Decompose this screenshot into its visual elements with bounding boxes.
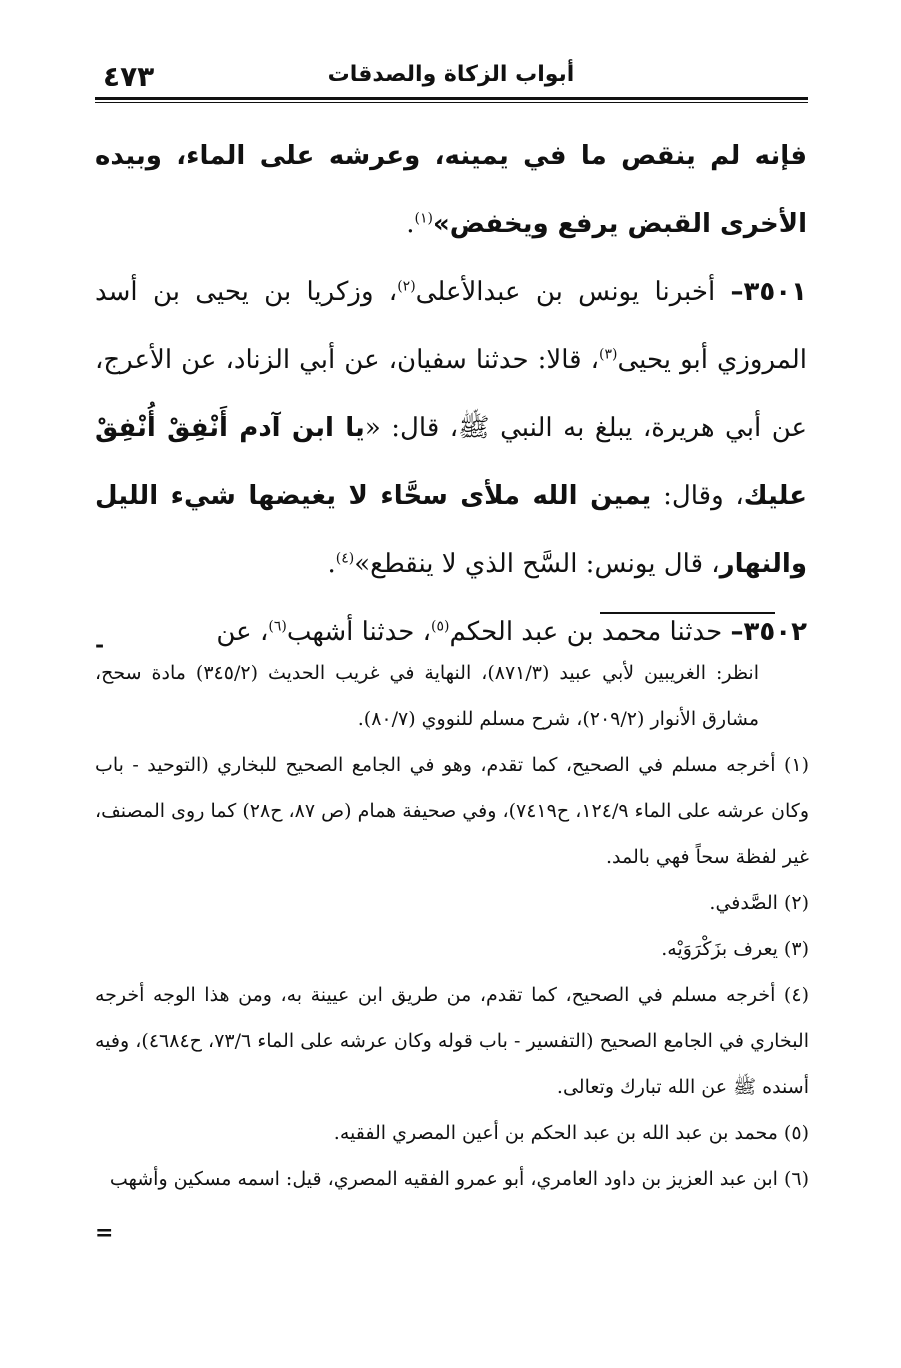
hadith-text: يا ابن آدم أَنْفِقْ أُنْفِقْ عليك [95, 413, 807, 511]
footnote-6: (٦) ابن عبد العزيز بن داود العامري، أبو عمرو الفقيه المصري، قيل: اسمه مسكين وأشهب [109, 1168, 809, 1190]
header-rule-thick [95, 97, 808, 100]
paragraph-continuation [95, 122, 807, 258]
page-number: ٤٧٣ [103, 60, 155, 93]
footnote-ref: (٥) [430, 618, 450, 635]
hadith-text: يمين الله ملأى سحَّاء لا يغيضها شيء الليل والنهار [95, 481, 807, 579]
continuation-dash: - [95, 632, 105, 658]
footnote-ref: (٦) [268, 618, 287, 635]
hadith-number: ٣٥٠٢– [730, 617, 807, 647]
chapter-title: أبواب الزكاة والصدقات [327, 62, 575, 87]
footnote-ref: (٣) [599, 346, 618, 363]
isnad-text: ، حدثنا أشهب [286, 617, 431, 647]
period: . [327, 549, 336, 579]
footnotes [95, 650, 809, 1202]
isnad-text: ، قالا: حدثنا سفيان، عن أبي الزناد، عن الأعرج، عن أبي هريرة، يبلغ به النبي ﷺ، قال: « [95, 345, 808, 443]
footnote-ref: (٤) [335, 550, 355, 567]
running-header [95, 60, 807, 96]
isnad-text: ، قال يونس: السَّح الذي لا ينقطع» [354, 549, 720, 579]
footnote-continuation: انظر: الغريبين لأبي عبيد (٨٧١/٣)، النهاية في غريب الحديث (٣٤٥/٢) مادة سحح، مشارق الأنوار (٢٠٩/٢)، شرح مسلم للنووي (٨٠/٧). [95, 662, 759, 730]
isnad-text: أخبرنا يونس بن عبدالأعلى [415, 277, 731, 307]
isnad-text: حدثنا محمد بن عبد الحكم [449, 617, 731, 647]
hadith-3501 [95, 258, 807, 598]
isnad-text: ، عن [216, 617, 269, 647]
period: . [406, 209, 415, 239]
hadith-number: ٣٥٠١– [730, 277, 807, 307]
footnote-separator [600, 612, 775, 614]
footnote-3: (٣) يعرف بزَكْرَوَيْه. [661, 938, 809, 960]
footnote-2: (٢) الصَّدفي. [709, 892, 809, 914]
hadith-text: فإنه لم ينقص ما في يمينه، وعرشه على الماء، وبيده الأخرى القبض يرفع ويخفض» [95, 141, 807, 239]
continuation-mark: = [95, 1220, 114, 1246]
footnote-1: (١) أخرجه مسلم في الصحيح، كما تقدم، وهو في الجامع الصحيح للبخاري (التوحيد - باب وكان عرشه على الماء ١٢٤/٩، ح٧٤١٩)، وفي صحيفة همام (ص ٨٧، ح٢٨) كما روى المصنف، غير لفظة سحاً فهي بالمد. [95, 754, 810, 868]
footnote-ref: (١) [414, 210, 433, 227]
header-rule-thin [95, 102, 808, 103]
footnote-4: (٤) أخرجه مسلم في الصحيح، كما تقدم، من طريق ابن عيينة به، ومن هذا الوجه أخرجه البخاري في الجامع الصحيح (التفسير - باب قوله وكان عرشه على الماء ٧٣/٦، ح٤٦٨٤)، وفيه أسنده ﷺ عن الله تبارك وتعالى. [95, 984, 809, 1098]
main-text [95, 122, 807, 666]
footnote-ref: (٢) [397, 278, 416, 295]
isnad-text: ، وقال: [651, 481, 744, 511]
footnote-5: (٥) محمد بن عبد الله بن عبد الحكم بن أعين المصري الفقيه. [333, 1122, 809, 1144]
isnad-text: ، وزكريا بن يحيى بن أسد المروزي أبو يحيى [95, 277, 807, 375]
